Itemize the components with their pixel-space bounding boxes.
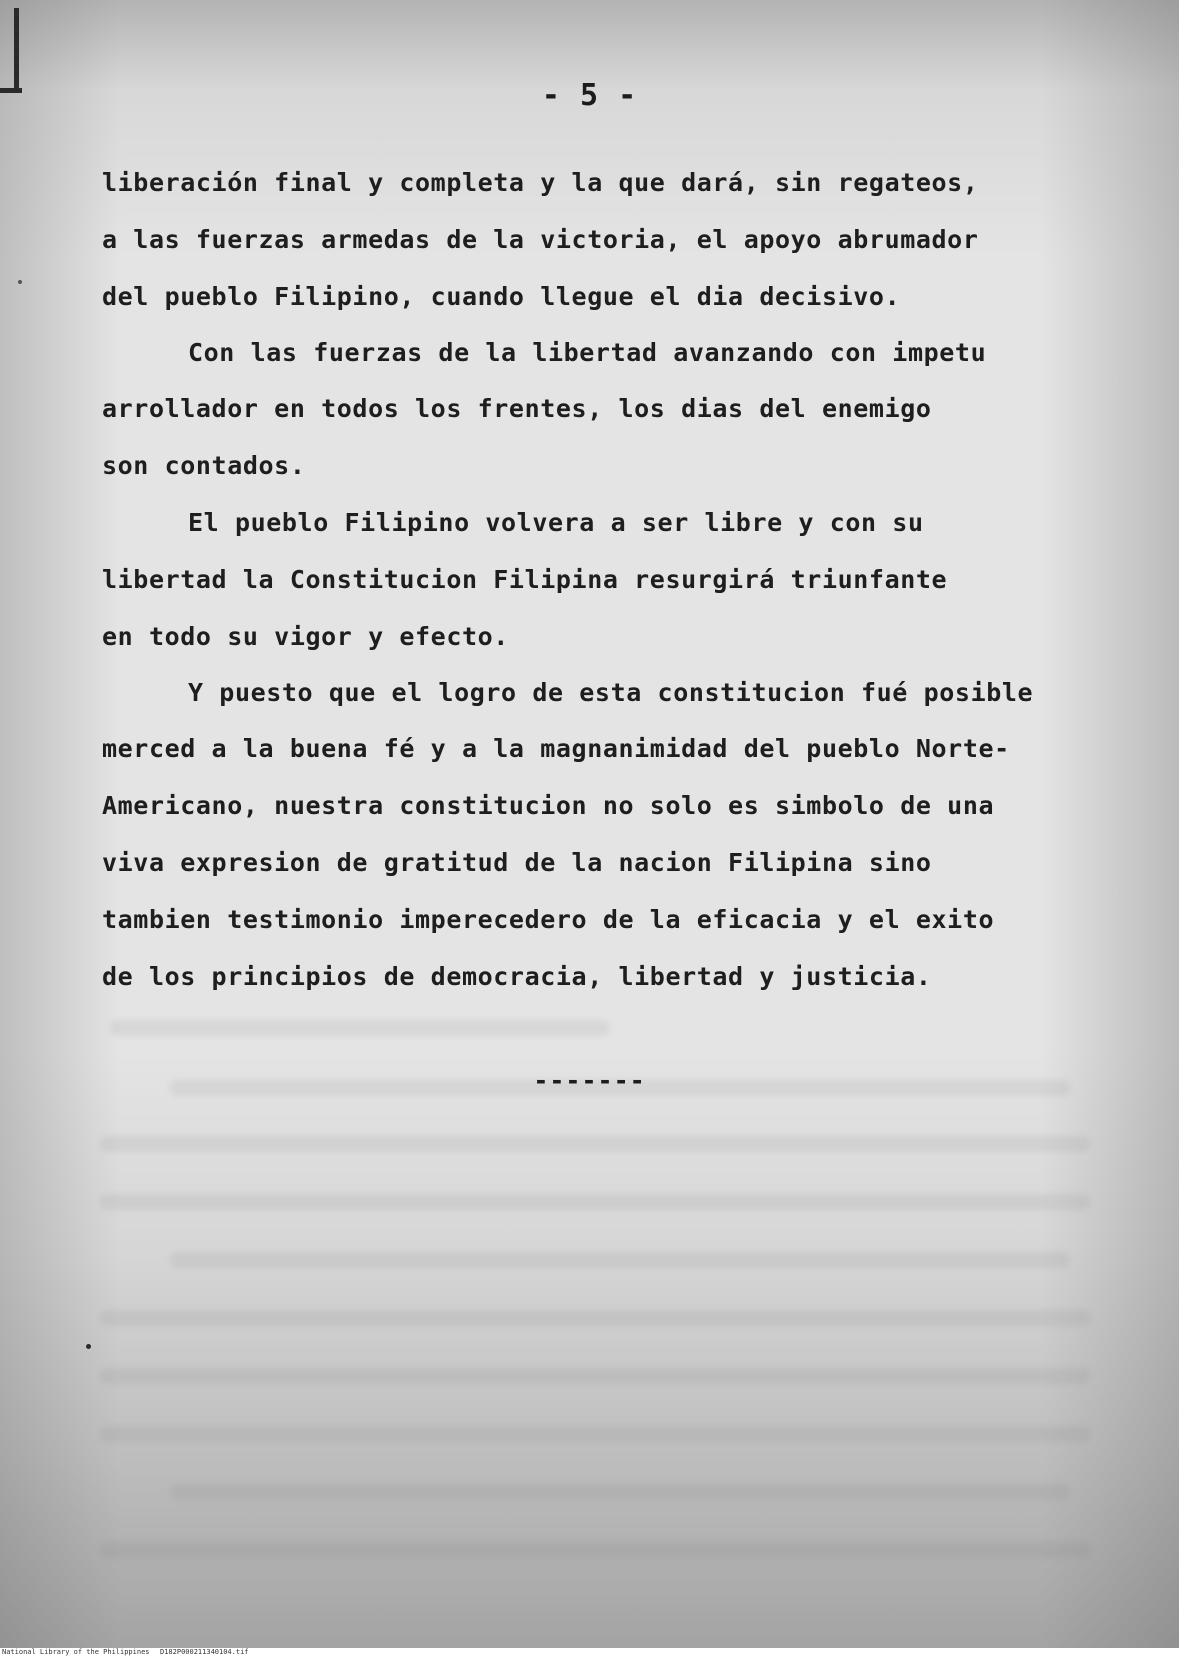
scan-footer [0, 1648, 1179, 1658]
end-rule: ------- [533, 1066, 646, 1095]
bleed-through [100, 1368, 1090, 1384]
body-line: Con las fuerzas de la libertad avanzando con impetu [188, 338, 987, 367]
body-line: Y puesto que el logro de esta constitucion fué posible [188, 678, 1034, 707]
speck [86, 1344, 91, 1349]
library-credit: National Library of the Philippines [2, 1648, 150, 1656]
body-line: tambien testimonio imperecedero de la eficacia y el exito [102, 905, 995, 934]
body-line: a las fuerzas armedas de la victoria, el apoyo abrumador [102, 225, 979, 254]
body-line: liberación final y completa y la que dará, sin regateos, [102, 168, 979, 197]
body-line: de los principios de democracia, libertad y justicia. [102, 962, 932, 991]
body-line: viva expresion de gratitud de la nacion Filipina sino [102, 848, 932, 877]
body-line: El pueblo Filipino volvera a ser libre y con su [188, 508, 924, 537]
bleed-through [100, 1194, 1090, 1210]
body-line: libertad la Constitucion Filipina resurgirá triunfante [102, 565, 948, 594]
body-line: arrollador en todos los frentes, los dias del enemigo [102, 394, 932, 423]
body-line: Americano, nuestra constitucion no solo es simbolo de una [102, 791, 995, 820]
body-line: del pueblo Filipino, cuando llegue el dia decisivo. [102, 282, 901, 311]
bleed-through [170, 1252, 1070, 1268]
bleed-through [170, 1484, 1070, 1500]
bleed-through [100, 1310, 1090, 1326]
page-number: - 5 - [541, 78, 638, 113]
bleed-through [100, 1426, 1090, 1442]
file-id: D182P000211340104.tif [160, 1648, 249, 1656]
body-line: merced a la buena fé y a la magnanimidad del pueblo Norte- [102, 734, 1010, 763]
body-line: son contados. [102, 451, 306, 480]
bleed-through [110, 1020, 610, 1036]
speck [18, 280, 22, 284]
bleed-through [100, 1136, 1090, 1152]
bleed-through [100, 1542, 1090, 1558]
body-line: en todo su vigor y efecto. [102, 622, 509, 651]
binding-mark [14, 8, 19, 88]
